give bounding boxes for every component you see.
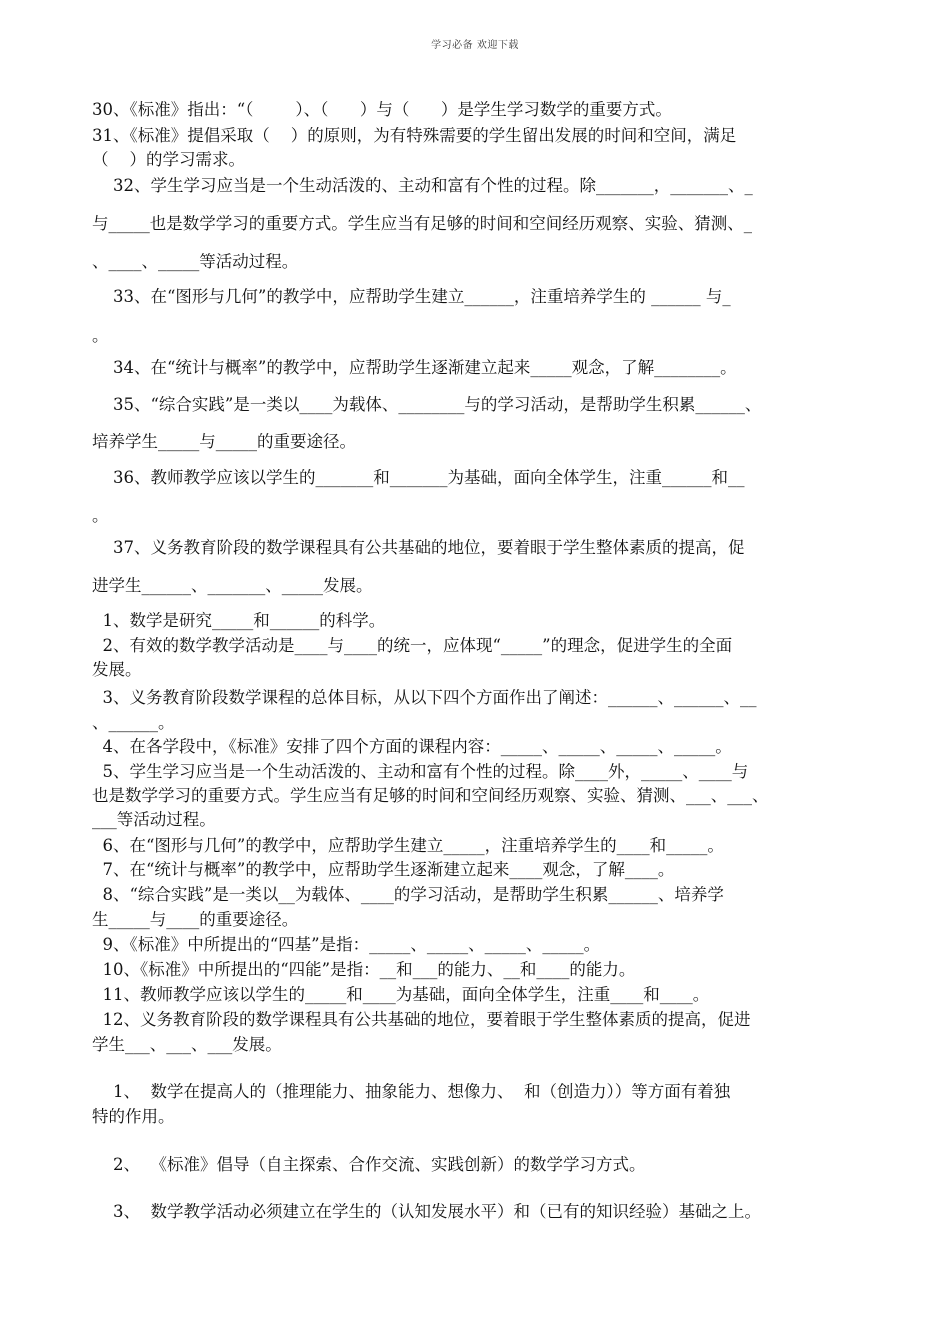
answer-1: 1、 数学在提高人的（推理能力、抽象能力、想像力、 和（创造力））等方面有着独: [92, 1082, 731, 1101]
item-10: 10、《标准》中所提出的“四能”是指：__和___的能力、__和____的能力。: [92, 960, 636, 979]
question-35: 35、“综合实践”是一类以____为载体、________与的学习活动，是帮助学生积累______、: [92, 395, 762, 414]
answer-3: 3、 数学教学活动必须建立在学生的（认知发展水平）和（已有的知识经验）基础之上。: [92, 1202, 761, 1221]
item-12: 12、义务教育阶段的数学课程具有公共基础的地位，要着眼于学生整体素质的提高，促进: [92, 1010, 751, 1029]
item-4: 4、在各学段中，《标准》安排了四个方面的课程内容：_____、_____、_____、_____。: [92, 737, 732, 756]
question-37-cont: 进学生______、_______、_____发展。: [92, 576, 373, 595]
item-8: 8、“综合实践”是一类以__为载体、____的学习活动，是帮助学生积累______、培养学: [92, 885, 724, 904]
answer-2: 2、 《标准》倡导（自主探索、合作交流、实践创新）的数学学习方式。: [92, 1155, 646, 1174]
item-9: 9、《标准》中所提出的“四基”是指：_____、_____、_____、_____。: [92, 935, 601, 954]
item-3-cont: 、______。: [92, 713, 175, 732]
question-35-cont: 培养学生_____与_____的重要途径。: [92, 432, 356, 451]
page-header: 学习必备 欢迎下载: [431, 40, 519, 51]
item-8-cont: 生_____与____的重要途径。: [92, 910, 299, 929]
item-2: 2、有效的数学教学活动是____与____的统一，应体现“_____”的理念，促进学生的全面: [92, 636, 733, 655]
question-36-cont: 。: [92, 506, 109, 525]
item-5-cont-1: 也是数学学习的重要方式。学生应当有足够的时间和空间经历观察、实验、猜测、___、___、: [92, 786, 769, 805]
item-12-cont: 学生___、___、___发展。: [92, 1035, 282, 1054]
item-3: 3、义务教育阶段数学课程的总体目标，从以下四个方面作出了阐述：______、______、__: [92, 688, 757, 707]
question-37: 37、义务教育阶段的数学课程具有公共基础的地位，要着眼于学生整体素质的提高，促: [92, 538, 745, 557]
item-2-cont: 发展。: [92, 660, 142, 679]
item-6: 6、在“图形与几何”的教学中，应帮助学生建立_____，注重培养学生的____和_____。: [92, 836, 724, 855]
answer-1-cont: 特的作用。: [92, 1107, 175, 1126]
item-7: 7、在“统计与概率”的教学中，应帮助学生逐渐建立起来____观念，了解____。: [92, 860, 675, 879]
question-32-cont-2: 、____、_____等活动过程。: [92, 252, 299, 271]
question-32: 32、学生学习应当是一个生动活泼的、主动和富有个性的过程。除_______，_______、_: [92, 176, 753, 195]
question-33: 33、在“图形与几何”的教学中，应帮助学生建立______，注重培养学生的 ______ 与_: [92, 287, 731, 306]
item-5: 5、学生学习应当是一个生动活泼的、主动和富有个性的过程。除____外，_____、____与: [92, 762, 749, 781]
item-5-cont-2: ___等活动过程。: [92, 810, 216, 829]
question-31-cont: （ ）的学习需求。: [92, 150, 245, 169]
question-30: 30、《标准》指出：“（ ）、（ ）与（ ）是学生学习数学的重要方式。: [92, 100, 672, 119]
question-34: 34、在“统计与概率”的教学中，应帮助学生逐渐建立起来_____观念，了解________。: [92, 358, 737, 377]
question-33-cont: 。: [92, 326, 109, 345]
question-31: 31、《标准》提倡采取（ ）的原则，为有特殊需要的学生留出发展的时间和空间，满足: [92, 126, 737, 145]
item-1: 1、数学是研究_____和______的科学。: [92, 611, 386, 630]
question-36: 36、教师教学应该以学生的_______和_______为基础，面向全体学生，注重______和__: [92, 468, 745, 487]
item-11: 11、教师教学应该以学生的_____和____为基础，面向全体学生，注重____和____。: [92, 985, 710, 1004]
question-32-cont-1: 与_____也是数学学习的重要方式。学生应当有足够的时间和空间经历观察、实验、猜测、_: [92, 214, 752, 233]
